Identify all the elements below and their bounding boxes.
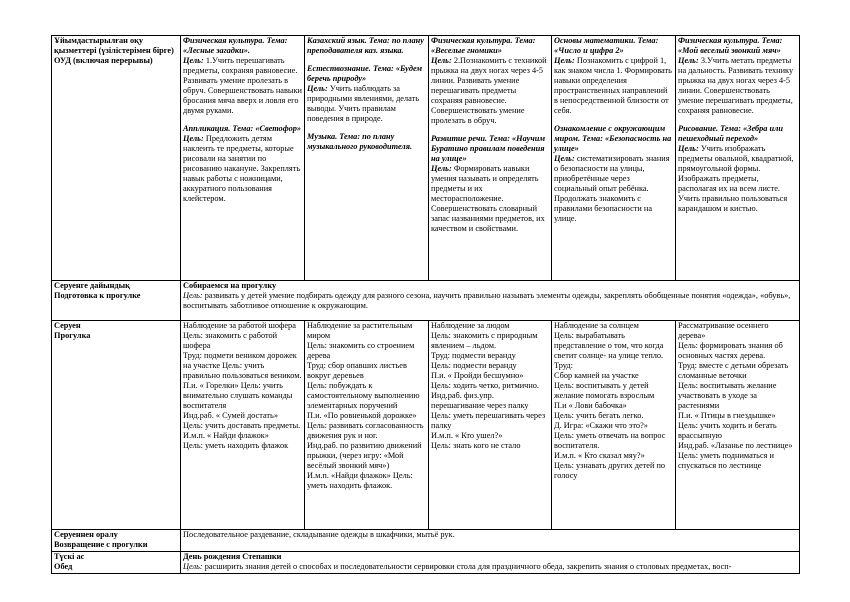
walk-line: Труд: подмести веранду — [431, 351, 516, 360]
label-ru: Возвращение с прогулки — [54, 540, 148, 549]
walk-line: Цель: учить доставать предметы. — [183, 421, 301, 430]
activity-goal — [183, 134, 302, 204]
activity-title: Рисование. Тема: «Зебра или пешеходный переход» — [678, 124, 784, 143]
activity-goal — [678, 144, 797, 214]
walk-line: Труд: вместе с детьми обрезать сломанные веточки — [678, 361, 789, 380]
walk-line: Цель: уметь отвечать на вопрос воспитателя. — [554, 431, 666, 450]
goal-label: Цель: — [431, 56, 454, 65]
label-ru: Прогулка — [54, 331, 91, 340]
activity-block — [431, 36, 549, 126]
prep-text: развивать у детей умение подбирать одежду для разного сезона, научить правильно называть элементы одежды, закреплять обобщенные понятия «одежда», «обувь», воспитывать заботливое отношение к окружающим. — [183, 291, 791, 310]
walk-line: Цель: ходить четко, ритмично. — [431, 381, 539, 390]
table-row-walk — [52, 321, 800, 530]
walk-line: Рассматривание осеннего дерева» — [678, 321, 769, 340]
activity-goal — [431, 164, 549, 234]
activity-cell — [676, 36, 800, 281]
goal-label: Цель: — [183, 134, 206, 143]
activity-title: Аппликация. Тема: «Светофор» — [183, 124, 302, 133]
goal-text: Предложить детям наклеить те предметы, которые рисовали на занятии по рисованию накануне. Закреплять навык работы с ножницами, аккуратного пользования клейстером. — [183, 134, 301, 203]
walk-cell — [552, 321, 676, 530]
activity-title: Казахский язык. Тема: по плану преподавателя каз. языка. — [307, 36, 424, 55]
table-row-activities — [52, 36, 800, 281]
prep-cell — [181, 281, 800, 321]
label-kz: Ұйымдастырылған оқу қызметтері (үзілістерімен бірге) — [54, 36, 174, 55]
activity-cell — [429, 36, 552, 281]
walk-line: П.и. « Пройди бесшумно» — [431, 371, 524, 380]
return-cell — [181, 530, 800, 552]
walk-line: Труд: сбор опавших листьев вокруг деревьев — [307, 361, 407, 380]
walk-line: Труд: подмети веником дорожек на участке Цель: учить правильно пользоваться веником. — [183, 351, 302, 380]
walk-cell — [676, 321, 800, 530]
activity-goal — [431, 56, 549, 126]
activity-goal — [678, 56, 797, 116]
walk-line: Цель: подмести веранду — [431, 361, 517, 370]
walk-line: И.м.п. « Найди флажок» — [183, 431, 269, 440]
walk-line: И.м.п. « Кто сказал мяу?» — [554, 451, 645, 460]
table-row-lunch — [52, 552, 800, 574]
goal-label: Цель: — [431, 164, 454, 173]
activity-title: Физическая культура. Тема: «Лесные загадки». — [183, 36, 288, 55]
goal-text: систематизировать знания о безопасности на улицы, приобретённые через социальный опыт ребёнка. Продолжать знакомить с правилами безопасности на улице. — [554, 154, 670, 223]
activity-block — [678, 124, 797, 214]
row-label-lunch — [52, 552, 181, 574]
walk-line: Инд.раб. по развитию движений прыжки, (через игру: «Мой весёлый звонкий мяч») — [307, 441, 422, 470]
walk-line: Цель: уметь находить флажок — [183, 441, 289, 450]
label-ru: ОУД (включая перерывы) — [54, 56, 153, 65]
lunch-goal-label: Цель: — [183, 562, 203, 571]
walk-line: Цель: знать кого не стало — [431, 441, 521, 450]
activity-goal — [307, 84, 426, 124]
label-ru: Подготовка к прогулке — [54, 291, 141, 300]
walk-cell — [305, 321, 429, 530]
walk-line: Цель: узнавать других детей по голосу — [554, 461, 666, 480]
walk-line: Цель: побуждать к самостоятельному выполнению элементарных поручений — [307, 381, 420, 410]
label-kz: Серуеннен оралу — [54, 530, 118, 539]
activity-title: Основы математики. Тема: «Число и цифра 2» — [554, 36, 659, 55]
walk-line: Цель: знакомить со строением дерева — [307, 341, 415, 360]
goal-text: 1.Учить перешагивать предметы, сохраняя равновесие. Развивать умение пролезать в обруч. Совершенствовать навыки бросания мяча вверх и ловля его двумя руками. — [183, 56, 302, 115]
daily-plan-table — [51, 35, 800, 574]
activity-cell — [552, 36, 676, 281]
walk-line: Цель: знакомить с работой шофера — [183, 331, 278, 350]
walk-line: Труд: — [554, 361, 573, 370]
label-kz: Серуенге дайындық — [54, 281, 130, 290]
activity-title: Ознакомление с окружающим миром. Тема: «Безопасность на улице» — [554, 124, 672, 153]
walk-line: И.м.п. « Кто ушел?» — [431, 431, 503, 440]
goal-label: Цель: — [554, 56, 577, 65]
activity-block — [183, 124, 302, 204]
walk-line: Цель: знакомить с природным явлением – льдом. — [431, 331, 538, 350]
walk-line: Наблюдение за людом — [431, 321, 510, 330]
goal-label: Цель: — [307, 84, 330, 93]
walk-line: И.м.п. «Найди флажок» Цель: уметь находить флажок. — [307, 471, 413, 490]
row-label-activities — [52, 36, 181, 281]
activity-title: Развитие речи. Тема: «Научим Буратино правилам поведения на улице» — [431, 134, 546, 163]
activity-block — [183, 36, 302, 116]
row-label-prep — [52, 281, 181, 321]
walk-cell — [181, 321, 305, 530]
goal-label: Цель: — [183, 56, 206, 65]
walk-line: Цель: уметь подниматься и спускаться по лестнице — [678, 451, 774, 470]
walk-line: Сбор камней на участке — [554, 371, 639, 380]
goal-text: 3.Учить метать предметы на дальность. Развивать технику прыжка на двух ногах через 4-5 линии. Совершенствовать умение перешагивать предметы, сохраняя равновесие. — [678, 56, 794, 115]
walk-line: Цель: вырабатывать представление о том, что когда светит солнце- на улице тепло. — [554, 331, 664, 360]
activity-block — [554, 124, 673, 224]
walk-line: Цель: воспитывать у детей желание помогать взрослым — [554, 381, 655, 400]
walk-line: Цель: уметь перешагивать через палку — [431, 411, 546, 430]
activity-cell — [181, 36, 305, 281]
activity-title: Физическая культура. Тема: «Мой веселый звонкий мяч» — [678, 36, 783, 55]
walk-line: Цель: воспитывать желание участвовать в уходе за растениями — [678, 381, 777, 410]
activity-block — [554, 36, 673, 116]
activity-block — [307, 132, 426, 152]
lunch-text: расширить знания детей о способах и последовательности сервировки стола для праздничного обеда, закрепить знания о столовых предметах, восп- — [204, 562, 732, 571]
goal-text: Учить изображать предметы овальной, квадратной, прямоугольной формы. Изображать предметы, располагая их на всем листе. Учить правильно пользоваться карандашом и кистью. — [678, 144, 794, 213]
walk-line: П.и « Лови бабочка» — [554, 401, 627, 410]
walk-line: Инд.раб. «Лазанье по лестнице» — [678, 441, 793, 450]
walk-line: Наблюдение за работой шофера — [183, 321, 296, 330]
walk-cell — [429, 321, 552, 530]
activity-block — [678, 36, 797, 116]
return-text: Последовательное раздевание, складывание одежды в шкафчики, мытьё рук. — [183, 530, 455, 539]
goal-label: Цель: — [678, 144, 701, 153]
activity-title: Физическая культура. Тема: «Веселые гномики» — [431, 36, 536, 55]
walk-line: П.и. « Птицы в гнездышке» — [678, 411, 776, 420]
walk-line: П.и. « Горелки» Цель: учить внимательно слушать команды воспитателя — [183, 381, 293, 410]
activity-title: Музыка. Тема: по плану музыкального руководителя. — [307, 132, 413, 151]
goal-label: Цель: — [554, 154, 577, 163]
activity-title: Естествознание. Тема: «Будем беречь природу» — [307, 64, 423, 83]
walk-line: Д. Игра: «Скажи что это?» — [554, 421, 648, 430]
walk-line: Наблюдение за растительным миром — [307, 321, 413, 340]
walk-line: Цель: учить ходить и бегать врассыпную — [678, 421, 777, 440]
walk-line: Наблюдение за солнцем — [554, 321, 639, 330]
walk-line: Инд.раб. « Сумей достать» — [183, 411, 278, 420]
table-row-prep — [52, 281, 800, 321]
table-row-return — [52, 530, 800, 552]
walk-line: Цель: формировать знания об основных частях дерева. — [678, 341, 783, 360]
lunch-title: День рождения Степашки — [183, 552, 282, 561]
activity-block — [307, 36, 426, 56]
row-label-return — [52, 530, 181, 552]
prep-goal-label: Цель: — [183, 291, 203, 300]
label-kz: Серуен — [54, 321, 81, 330]
activity-cell — [305, 36, 429, 281]
goal-text: Формировать навыки умения называть и определять предметы и их месторасположение. Совершенствовать словарный запас названиями предметов, их качеством и свойствами. — [431, 164, 545, 233]
goal-text: 2.Познакомить с техникой прыжка на двух ногах через 4-5 линии. Развивать умение перешагивать предметы сохраняя равновесие. Совершенствовать умение пролезать в обруч. — [431, 56, 547, 125]
prep-title: Собираемся на прогулку — [183, 281, 277, 290]
walk-line: Цель: учить бегать легко. — [554, 411, 644, 420]
activity-goal — [183, 56, 302, 116]
goal-label: Цель: — [678, 56, 701, 65]
label-kz: Түскі ас — [54, 552, 85, 561]
walk-line: П.и. «По ровненькой дорожке» Цель: развивать согласованность движения рук и ног. — [307, 411, 424, 440]
activity-block — [307, 64, 426, 124]
goal-text: Учить наблюдать за природными явлениями, делать выводы. Учить правилам поведения в природе. — [307, 84, 419, 123]
activity-block — [431, 134, 549, 234]
label-ru: Обед — [54, 562, 73, 571]
activity-goal — [554, 56, 673, 116]
goal-text: Познакомить с цифрой 1, как знаком числа 1. Формировать навыки определения пространственных направлений в непосредственной близости от себя. — [554, 56, 672, 115]
activity-goal — [554, 154, 673, 224]
walk-line: Инд.раб. физ.упр. перешагивание через палку — [431, 391, 529, 410]
lunch-cell — [181, 552, 800, 574]
row-label-walk — [52, 321, 181, 530]
